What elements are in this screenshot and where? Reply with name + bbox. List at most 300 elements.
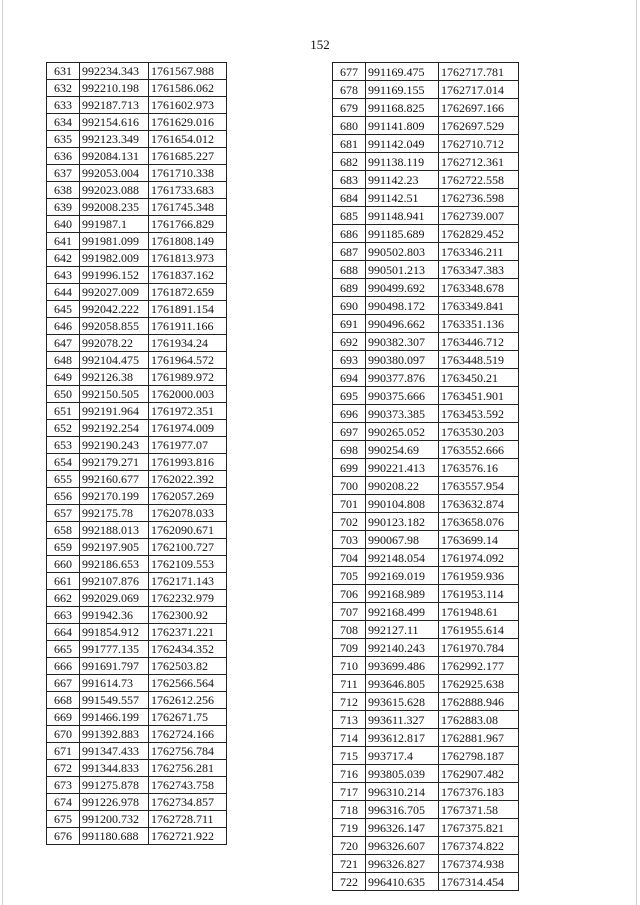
x-coordinate-cell: 996310.214: [366, 783, 439, 801]
x-coordinate-cell: 992170.199: [80, 488, 149, 505]
x-coordinate-cell: 993699.486: [366, 657, 439, 675]
y-coordinate-cell: 1767314.454: [439, 873, 519, 891]
y-coordinate-cell: 1761959.936: [439, 567, 519, 585]
y-coordinate-cell: 1761813.973: [149, 250, 227, 267]
table-row: [333, 495, 519, 513]
table-row: [47, 420, 227, 437]
table-row: [333, 549, 519, 567]
x-coordinate-cell: 992234.343: [80, 63, 149, 80]
x-coordinate-cell: 990208.22: [366, 477, 439, 495]
point-number-cell: 711: [333, 675, 366, 693]
table-row: [333, 351, 519, 369]
table-row: [47, 165, 227, 182]
x-coordinate-cell: 993805.039: [366, 765, 439, 783]
x-coordinate-cell: 992053.004: [80, 165, 149, 182]
table-row: [333, 765, 519, 783]
x-coordinate-cell: 990067.98: [366, 531, 439, 549]
table-row: [333, 81, 519, 99]
table-row: [47, 573, 227, 590]
y-coordinate-cell: 1763349.841: [439, 297, 519, 315]
x-coordinate-cell: 992187.713: [80, 97, 149, 114]
table-row: [47, 182, 227, 199]
point-number-cell: 689: [333, 279, 366, 297]
point-number-cell: 669: [47, 709, 80, 726]
y-coordinate-cell: 1761808.149: [149, 233, 227, 250]
x-coordinate-cell: 992027.009: [80, 284, 149, 301]
x-coordinate-cell: 990104.808: [366, 495, 439, 513]
x-coordinate-cell: 991142.23: [366, 171, 439, 189]
y-coordinate-cell: 1762724.166: [149, 726, 227, 743]
point-number-cell: 679: [333, 99, 366, 117]
point-number-cell: 714: [333, 729, 366, 747]
y-coordinate-cell: 1762717.014: [439, 81, 519, 99]
x-coordinate-cell: 991142.51: [366, 189, 439, 207]
table-row: [333, 621, 519, 639]
point-number-cell: 685: [333, 207, 366, 225]
y-coordinate-cell: 1762888.946: [439, 693, 519, 711]
coordinate-table-right: [332, 62, 519, 891]
table-row: [333, 693, 519, 711]
point-number-cell: 645: [47, 301, 80, 318]
x-coordinate-cell: 992190.243: [80, 437, 149, 454]
y-coordinate-cell: 1762503.82: [149, 658, 227, 675]
point-number-cell: 719: [333, 819, 366, 837]
table-row: [47, 335, 227, 352]
point-number-cell: 688: [333, 261, 366, 279]
x-coordinate-cell: 992104.475: [80, 352, 149, 369]
table-row: [47, 624, 227, 641]
y-coordinate-cell: 1762734.857: [149, 794, 227, 811]
x-coordinate-cell: 990499.692: [366, 279, 439, 297]
point-number-cell: 706: [333, 585, 366, 603]
y-coordinate-cell: 1762829.452: [439, 225, 519, 243]
x-coordinate-cell: 992107.876: [80, 573, 149, 590]
table-row: [333, 819, 519, 837]
x-coordinate-cell: 992186.653: [80, 556, 149, 573]
table-row: [333, 423, 519, 441]
y-coordinate-cell: 1763346.211: [439, 243, 519, 261]
table-row: [47, 437, 227, 454]
y-coordinate-cell: 1761733.683: [149, 182, 227, 199]
point-number-cell: 709: [333, 639, 366, 657]
y-coordinate-cell: 1763351.136: [439, 315, 519, 333]
x-coordinate-cell: 991347.433: [80, 743, 149, 760]
table-row: [333, 873, 519, 891]
x-coordinate-cell: 991169.475: [366, 63, 439, 81]
x-coordinate-cell: 990373.385: [366, 405, 439, 423]
table-row: [47, 488, 227, 505]
point-number-cell: 697: [333, 423, 366, 441]
x-coordinate-cell: 992023.088: [80, 182, 149, 199]
point-number-cell: 648: [47, 352, 80, 369]
point-number-cell: 708: [333, 621, 366, 639]
x-coordinate-cell: 991148.941: [366, 207, 439, 225]
table-row: [47, 539, 227, 556]
x-coordinate-cell: 992168.499: [366, 603, 439, 621]
y-coordinate-cell: 1762722.558: [439, 171, 519, 189]
x-coordinate-cell: 992197.905: [80, 539, 149, 556]
point-number-cell: 639: [47, 199, 80, 216]
table-row: [333, 729, 519, 747]
point-number-cell: 656: [47, 488, 80, 505]
table-row: [333, 783, 519, 801]
y-coordinate-cell: 1763347.383: [439, 261, 519, 279]
coordinate-table-left: [46, 62, 227, 845]
x-coordinate-cell: 993611.327: [366, 711, 439, 729]
x-coordinate-cell: 996410.635: [366, 873, 439, 891]
table-row: [333, 675, 519, 693]
x-coordinate-cell: 991344.833: [80, 760, 149, 777]
table-row: [333, 207, 519, 225]
table-row: [47, 352, 227, 369]
y-coordinate-cell: 1763632.874: [439, 495, 519, 513]
table-row: [333, 837, 519, 855]
x-coordinate-cell: 991982.009: [80, 250, 149, 267]
y-coordinate-cell: 1762728.711: [149, 811, 227, 828]
y-coordinate-cell: 1763348.678: [439, 279, 519, 297]
point-number-cell: 676: [47, 828, 80, 845]
x-coordinate-cell: 992150.505: [80, 386, 149, 403]
point-number-cell: 683: [333, 171, 366, 189]
x-coordinate-cell: 991138.119: [366, 153, 439, 171]
y-coordinate-cell: 1762881.967: [439, 729, 519, 747]
x-coordinate-cell: 990382.307: [366, 333, 439, 351]
point-number-cell: 634: [47, 114, 80, 131]
y-coordinate-cell: 1761974.009: [149, 420, 227, 437]
table-row: [333, 531, 519, 549]
y-coordinate-cell: 1762566.564: [149, 675, 227, 692]
x-coordinate-cell: 993612.817: [366, 729, 439, 747]
x-coordinate-cell: 990377.876: [366, 369, 439, 387]
table-row: [333, 333, 519, 351]
y-coordinate-cell: 1763448.519: [439, 351, 519, 369]
y-coordinate-cell: 1762992.177: [439, 657, 519, 675]
page-number: 152: [310, 37, 330, 52]
x-coordinate-cell: 992042.222: [80, 301, 149, 318]
x-coordinate-cell: 992168.989: [366, 585, 439, 603]
table-row: [333, 441, 519, 459]
x-coordinate-cell: 992160.677: [80, 471, 149, 488]
x-coordinate-cell: 991691.797: [80, 658, 149, 675]
x-coordinate-cell: 991275.878: [80, 777, 149, 794]
point-number-cell: 684: [333, 189, 366, 207]
x-coordinate-cell: 991549.557: [80, 692, 149, 709]
point-number-cell: 687: [333, 243, 366, 261]
table-row: [47, 556, 227, 573]
x-coordinate-cell: 992179.271: [80, 454, 149, 471]
point-number-cell: 690: [333, 297, 366, 315]
table-row: [47, 641, 227, 658]
y-coordinate-cell: 1762756.784: [149, 743, 227, 760]
x-coordinate-cell: 992140.243: [366, 639, 439, 657]
x-coordinate-cell: 992169.019: [366, 567, 439, 585]
point-number-cell: 718: [333, 801, 366, 819]
y-coordinate-cell: 1767374.822: [439, 837, 519, 855]
point-number-cell: 720: [333, 837, 366, 855]
table-row: [47, 828, 227, 845]
table-row: [47, 199, 227, 216]
y-coordinate-cell: 1761948.61: [439, 603, 519, 621]
x-coordinate-cell: 992058.855: [80, 318, 149, 335]
table-row: [47, 811, 227, 828]
x-coordinate-cell: 991392.883: [80, 726, 149, 743]
x-coordinate-cell: 996326.827: [366, 855, 439, 873]
y-coordinate-cell: 1761972.351: [149, 403, 227, 420]
point-number-cell: 691: [333, 315, 366, 333]
y-coordinate-cell: 1762697.166: [439, 99, 519, 117]
point-number-cell: 633: [47, 97, 80, 114]
x-coordinate-cell: 990496.662: [366, 315, 439, 333]
x-coordinate-cell: 990501.213: [366, 261, 439, 279]
page-edge-line: [2, 0, 3, 905]
y-coordinate-cell: 1763451.901: [439, 387, 519, 405]
table-row: [47, 726, 227, 743]
point-number-cell: 643: [47, 267, 80, 284]
x-coordinate-cell: 991614.73: [80, 675, 149, 692]
table-row: [47, 590, 227, 607]
y-coordinate-cell: 1762717.781: [439, 63, 519, 81]
x-coordinate-cell: 990375.666: [366, 387, 439, 405]
point-number-cell: 680: [333, 117, 366, 135]
x-coordinate-cell: 990123.182: [366, 513, 439, 531]
table-row: [333, 171, 519, 189]
y-coordinate-cell: 1761955.614: [439, 621, 519, 639]
point-number-cell: 666: [47, 658, 80, 675]
table-row: [47, 301, 227, 318]
y-coordinate-cell: 1762371.221: [149, 624, 227, 641]
point-number-cell: 652: [47, 420, 80, 437]
y-coordinate-cell: 1762000.003: [149, 386, 227, 403]
y-coordinate-cell: 1762721.922: [149, 828, 227, 845]
table-row: [47, 80, 227, 97]
table-row: [47, 97, 227, 114]
y-coordinate-cell: 1761567.988: [149, 63, 227, 80]
y-coordinate-cell: 1762078.033: [149, 505, 227, 522]
x-coordinate-cell: 992078.22: [80, 335, 149, 352]
y-coordinate-cell: 1762109.553: [149, 556, 227, 573]
point-number-cell: 675: [47, 811, 80, 828]
table-row: [47, 658, 227, 675]
x-coordinate-cell: 990380.097: [366, 351, 439, 369]
point-number-cell: 665: [47, 641, 80, 658]
y-coordinate-cell: 1761993.816: [149, 454, 227, 471]
x-coordinate-cell: 992154.616: [80, 114, 149, 131]
table-row: [47, 369, 227, 386]
table-row: [47, 233, 227, 250]
point-number-cell: 657: [47, 505, 80, 522]
x-coordinate-cell: 993615.628: [366, 693, 439, 711]
y-coordinate-cell: 1761685.227: [149, 148, 227, 165]
point-number-cell: 661: [47, 573, 80, 590]
table-row: [333, 405, 519, 423]
y-coordinate-cell: 1761602.973: [149, 97, 227, 114]
table-row: [333, 801, 519, 819]
point-number-cell: 695: [333, 387, 366, 405]
x-coordinate-cell: 992123.349: [80, 131, 149, 148]
table-row: [47, 777, 227, 794]
y-coordinate-cell: 1761891.154: [149, 301, 227, 318]
table-row: [333, 189, 519, 207]
y-coordinate-cell: 1767374.938: [439, 855, 519, 873]
x-coordinate-cell: 992148.054: [366, 549, 439, 567]
y-coordinate-cell: 1762697.529: [439, 117, 519, 135]
point-number-cell: 649: [47, 369, 80, 386]
point-number-cell: 705: [333, 567, 366, 585]
point-number-cell: 681: [333, 135, 366, 153]
table-row: [47, 131, 227, 148]
table-row: [47, 607, 227, 624]
x-coordinate-cell: 990221.413: [366, 459, 439, 477]
table-row: [47, 760, 227, 777]
x-coordinate-cell: 990498.172: [366, 297, 439, 315]
point-number-cell: 707: [333, 603, 366, 621]
table-row: [333, 153, 519, 171]
y-coordinate-cell: 1763557.954: [439, 477, 519, 495]
point-number-cell: 671: [47, 743, 80, 760]
x-coordinate-cell: 993646.805: [366, 675, 439, 693]
table-row: [333, 297, 519, 315]
table-row: [47, 505, 227, 522]
point-number-cell: 674: [47, 794, 80, 811]
y-coordinate-cell: 1762100.727: [149, 539, 227, 556]
x-coordinate-cell: 991987.1: [80, 216, 149, 233]
point-number-cell: 693: [333, 351, 366, 369]
y-coordinate-cell: 1762612.256: [149, 692, 227, 709]
x-coordinate-cell: 991141.809: [366, 117, 439, 135]
table-row: [333, 477, 519, 495]
table-row: [47, 386, 227, 403]
point-number-cell: 651: [47, 403, 80, 420]
table-row: [47, 63, 227, 80]
y-coordinate-cell: 1763699.14: [439, 531, 519, 549]
y-coordinate-cell: 1762736.598: [439, 189, 519, 207]
table-row: [333, 855, 519, 873]
page-edge-line: [636, 0, 637, 905]
y-coordinate-cell: 1761872.659: [149, 284, 227, 301]
table-row: [333, 243, 519, 261]
x-coordinate-cell: 996316.705: [366, 801, 439, 819]
table-row: [333, 459, 519, 477]
x-coordinate-cell: 991466.199: [80, 709, 149, 726]
table-row: [333, 585, 519, 603]
table-row: [47, 216, 227, 233]
point-number-cell: 658: [47, 522, 80, 539]
y-coordinate-cell: 1762057.269: [149, 488, 227, 505]
table-row: [47, 267, 227, 284]
y-coordinate-cell: 1767376.183: [439, 783, 519, 801]
point-number-cell: 704: [333, 549, 366, 567]
x-coordinate-cell: 992127.11: [366, 621, 439, 639]
x-coordinate-cell: 991996.152: [80, 267, 149, 284]
table-row: [47, 114, 227, 131]
table-row: [47, 318, 227, 335]
table-row: [47, 250, 227, 267]
point-number-cell: 644: [47, 284, 80, 301]
y-coordinate-cell: 1762710.712: [439, 135, 519, 153]
table-row: [333, 657, 519, 675]
table-row: [333, 117, 519, 135]
point-number-cell: 670: [47, 726, 80, 743]
table-row: [333, 135, 519, 153]
x-coordinate-cell: 992175.78: [80, 505, 149, 522]
point-number-cell: 667: [47, 675, 80, 692]
point-number-cell: 698: [333, 441, 366, 459]
point-number-cell: 668: [47, 692, 80, 709]
point-number-cell: 663: [47, 607, 80, 624]
point-number-cell: 700: [333, 477, 366, 495]
point-number-cell: 654: [47, 454, 80, 471]
point-number-cell: 638: [47, 182, 80, 199]
point-number-cell: 703: [333, 531, 366, 549]
x-coordinate-cell: 991981.099: [80, 233, 149, 250]
table-row: [47, 471, 227, 488]
y-coordinate-cell: 1763453.592: [439, 405, 519, 423]
point-number-cell: 632: [47, 80, 80, 97]
point-number-cell: 721: [333, 855, 366, 873]
x-coordinate-cell: 991169.155: [366, 81, 439, 99]
y-coordinate-cell: 1762671.75: [149, 709, 227, 726]
point-number-cell: 673: [47, 777, 80, 794]
y-coordinate-cell: 1762171.143: [149, 573, 227, 590]
x-coordinate-cell: 993717.4: [366, 747, 439, 765]
y-coordinate-cell: 1761989.972: [149, 369, 227, 386]
y-coordinate-cell: 1763658.076: [439, 513, 519, 531]
point-number-cell: 692: [333, 333, 366, 351]
y-coordinate-cell: 1763530.203: [439, 423, 519, 441]
table-row: [333, 369, 519, 387]
table-row: [333, 639, 519, 657]
y-coordinate-cell: 1761745.348: [149, 199, 227, 216]
point-number-cell: 646: [47, 318, 80, 335]
x-coordinate-cell: 996326.607: [366, 837, 439, 855]
point-number-cell: 650: [47, 386, 80, 403]
point-number-cell: 677: [333, 63, 366, 81]
point-number-cell: 715: [333, 747, 366, 765]
point-number-cell: 664: [47, 624, 80, 641]
y-coordinate-cell: 1762022.392: [149, 471, 227, 488]
y-coordinate-cell: 1763552.666: [439, 441, 519, 459]
x-coordinate-cell: 992008.235: [80, 199, 149, 216]
y-coordinate-cell: 1767375.821: [439, 819, 519, 837]
table-row: [47, 743, 227, 760]
table-row: [47, 794, 227, 811]
point-number-cell: 672: [47, 760, 80, 777]
x-coordinate-cell: 992084.131: [80, 148, 149, 165]
y-coordinate-cell: 1761710.338: [149, 165, 227, 182]
point-number-cell: 682: [333, 153, 366, 171]
point-number-cell: 717: [333, 783, 366, 801]
point-number-cell: 702: [333, 513, 366, 531]
point-number-cell: 696: [333, 405, 366, 423]
y-coordinate-cell: 1761629.016: [149, 114, 227, 131]
table-row: [333, 279, 519, 297]
x-coordinate-cell: 991942.36: [80, 607, 149, 624]
y-coordinate-cell: 1762925.638: [439, 675, 519, 693]
x-coordinate-cell: 992210.198: [80, 80, 149, 97]
y-coordinate-cell: 1762300.92: [149, 607, 227, 624]
table-row: [47, 284, 227, 301]
table-row: [47, 675, 227, 692]
x-coordinate-cell: 992126.38: [80, 369, 149, 386]
x-coordinate-cell: 991180.688: [80, 828, 149, 845]
table-row: [333, 315, 519, 333]
y-coordinate-cell: 1762090.671: [149, 522, 227, 539]
point-number-cell: 641: [47, 233, 80, 250]
y-coordinate-cell: 1761654.012: [149, 131, 227, 148]
y-coordinate-cell: 1767371.58: [439, 801, 519, 819]
point-number-cell: 635: [47, 131, 80, 148]
y-coordinate-cell: 1761953.114: [439, 585, 519, 603]
